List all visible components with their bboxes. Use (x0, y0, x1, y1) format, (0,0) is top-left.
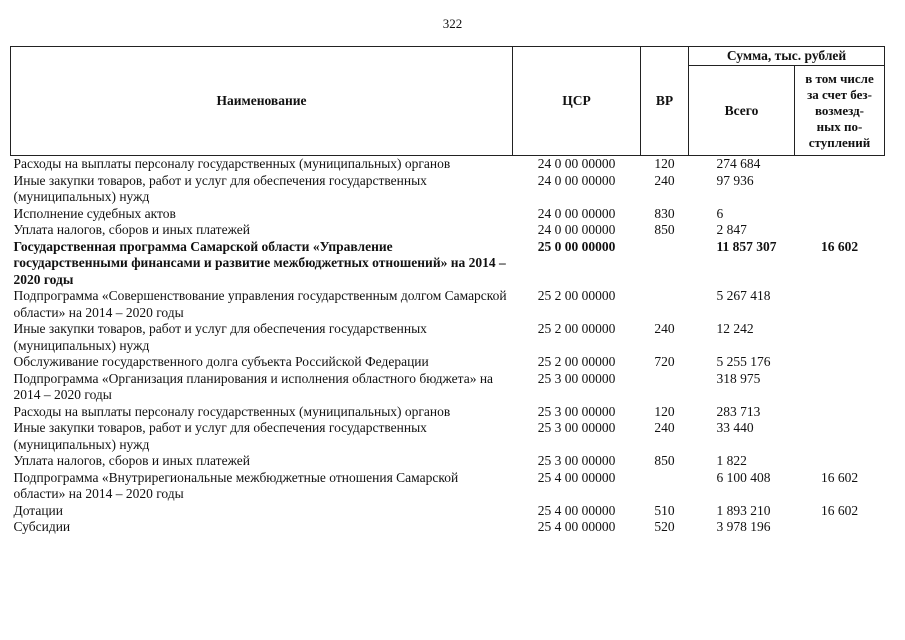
row-name: Подпрограмма «Организация планирования и исполнения областного бюджета» на 2014 – 2020 годы (13, 370, 494, 402)
row-csr: 25 3 00 00000 (537, 403, 616, 419)
table-row (11, 239, 885, 289)
row-grant (795, 519, 885, 536)
table-row (11, 321, 885, 354)
row-vr: 520 (654, 519, 675, 534)
table-header (11, 47, 885, 156)
table-row (11, 354, 885, 371)
table-row (11, 156, 885, 173)
row-total: 274 684 (716, 156, 761, 171)
header-grant-line: в том числе (805, 70, 874, 86)
row-total: 6 (716, 205, 724, 221)
table-row (11, 404, 885, 421)
row-total: 3 978 196 (716, 519, 771, 534)
page-number: 322 (442, 16, 463, 31)
table-row (11, 222, 885, 239)
row-total: 283 713 (716, 403, 761, 419)
row-total: 12 242 (716, 321, 754, 336)
row-csr: 25 3 00 00000 (537, 370, 616, 386)
table-row (11, 420, 885, 453)
row-name: Субсидии (13, 519, 71, 534)
row-grant (795, 321, 885, 354)
row-total: 97 936 (716, 172, 754, 188)
row-name: Дотации (13, 502, 64, 518)
header-vr: ВР (641, 47, 689, 156)
row-csr: 24 0 00 00000 (537, 222, 616, 237)
row-grant (795, 371, 885, 404)
row-name: Уплата налогов, сборов и иных платежей (13, 453, 250, 468)
row-vr (641, 371, 689, 404)
row-name: Иные закупки товаров, работ и услуг для обеспечения государственных (муниципальных) нужд (13, 420, 427, 452)
row-grant: 16 602 (820, 469, 859, 485)
row-total: 318 975 (716, 370, 761, 386)
table-row (11, 173, 885, 206)
row-grant (795, 404, 885, 421)
row-name: Подпрограмма «Совершенствование управления государственным долгом Самарской области» на 2014 – 2020 годы (13, 288, 507, 320)
row-vr: 720 (654, 354, 675, 369)
row-vr: 240 (654, 321, 675, 336)
header-grant-line: за счет без- (807, 86, 872, 102)
table-row (11, 288, 885, 321)
row-csr: 25 4 00 00000 (537, 519, 616, 534)
row-csr: 24 0 00 00000 (537, 205, 616, 221)
header-grant-line: ных по- (816, 118, 863, 134)
table-row (11, 519, 885, 536)
row-csr: 25 2 00 00000 (537, 321, 616, 336)
table-row (11, 453, 885, 470)
row-vr: 830 (654, 205, 675, 221)
row-vr (641, 288, 689, 321)
row-name: Исполнение судебных актов (13, 205, 176, 221)
row-csr: 25 4 00 00000 (537, 469, 616, 485)
row-grant (795, 156, 885, 173)
row-csr: 25 3 00 00000 (537, 453, 616, 468)
row-name: Подпрограмма «Внутрирегиональные межбюджетные отношения Самарской области» на 2014 – 2020 годы (13, 469, 459, 501)
table-row (11, 470, 885, 503)
row-csr: 24 0 00 00000 (537, 156, 616, 171)
row-grant: 16 602 (820, 238, 859, 254)
row-name: Расходы на выплаты персоналу государственных (муниципальных) органов (13, 403, 451, 419)
table-body (11, 156, 885, 536)
row-grant: 16 602 (820, 502, 859, 518)
header-grant-line: ступлений (808, 134, 871, 150)
row-csr: 24 0 00 00000 (537, 172, 616, 188)
row-vr: 240 (654, 172, 675, 188)
row-grant (795, 206, 885, 223)
table-row (11, 371, 885, 404)
row-total: 2 847 (716, 222, 747, 237)
row-vr: 510 (654, 502, 675, 518)
header-grant (795, 66, 885, 156)
row-csr: 25 2 00 00000 (537, 288, 616, 303)
row-grant (795, 420, 885, 453)
row-name: Расходы на выплаты персоналу государственных (муниципальных) органов (13, 156, 451, 171)
row-name: Уплата налогов, сборов и иных платежей (13, 222, 250, 237)
row-vr (641, 470, 689, 503)
row-csr: 25 0 00 00000 (537, 238, 616, 254)
row-total: 1 822 (716, 453, 747, 468)
row-total: 1 893 210 (716, 502, 771, 518)
row-grant (795, 288, 885, 321)
row-grant (795, 354, 885, 371)
row-name: Иные закупки товаров, работ и услуг для обеспечения государственных (муниципальных) нужд (13, 172, 427, 204)
row-total: 5 255 176 (716, 354, 771, 369)
header-name: Наименование (11, 47, 513, 156)
header-grant-line: возмезд- (815, 102, 864, 118)
row-name: Иные закупки товаров, работ и услуг для обеспечения государственных (муниципальных) нужд (13, 321, 427, 353)
row-name: Обслуживание государственного долга субъекта Российской Федерации (13, 354, 429, 369)
budget-table (10, 46, 885, 536)
row-grant (795, 222, 885, 239)
row-name: Государственная программа Самарской области «Управление государственными финансами и развитие межбюджетных отношений» на 2014 – 2020 годы (13, 238, 506, 287)
row-vr: 120 (654, 156, 675, 171)
row-vr (641, 239, 689, 289)
row-total: 11 857 307 (716, 238, 777, 254)
header-csr: ЦСР (513, 47, 641, 156)
row-vr: 240 (654, 420, 675, 435)
header-total: Всего (689, 66, 795, 156)
row-grant (795, 173, 885, 206)
row-csr: 25 2 00 00000 (537, 354, 616, 369)
row-vr: 850 (654, 222, 675, 237)
row-vr: 120 (654, 403, 675, 419)
header-sum: Сумма, тыс. рублей (689, 47, 885, 66)
row-vr: 850 (654, 453, 675, 468)
row-total: 6 100 408 (716, 469, 771, 485)
row-csr: 25 3 00 00000 (537, 420, 616, 435)
table-row (11, 503, 885, 520)
row-grant (795, 453, 885, 470)
table-row (11, 206, 885, 223)
row-total: 33 440 (716, 420, 754, 435)
row-csr: 25 4 00 00000 (537, 502, 616, 518)
row-total: 5 267 418 (716, 288, 771, 303)
